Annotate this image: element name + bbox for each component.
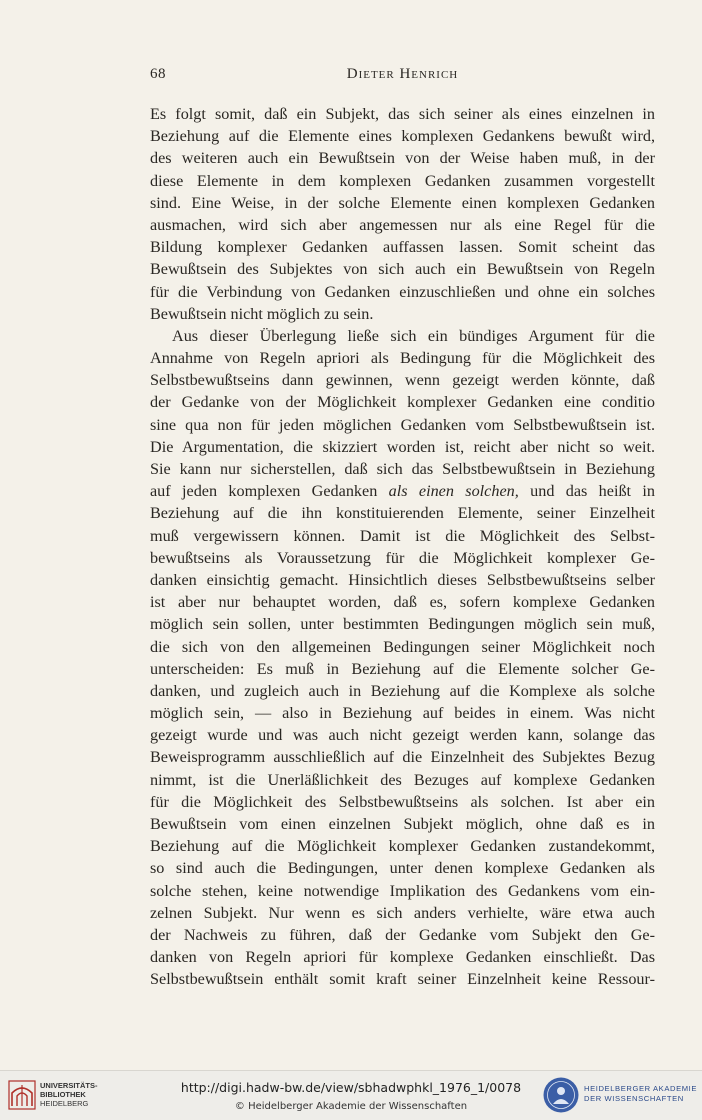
text-line: Beziehung auf die ihn konstituierenden Elemente, seiner Einzelheit: [150, 504, 655, 523]
text-line: Selbstbewußtsein enthält somit kraft seiner Einzelnheit keine Ressour-: [150, 970, 655, 989]
text-line: Es folgt somit, daß ein Subjekt, das sich seiner als eines einzelnen in: [150, 105, 655, 123]
text-line: zelnen Subjekt. Nur wenn es sich anders verhielte, wäre etwa auch: [150, 903, 655, 922]
text-line: Aus dieser Überlegung ließe sich ein bündiges Argument für die: [172, 326, 655, 345]
text-line: Selbstbewußtseins dann gewinnen, wenn gezeigt werden könnte, daß: [150, 371, 655, 390]
text-fragment: und das heißt in: [518, 482, 655, 501]
text-line: bewußtseins als Voraussetzung für die Möglichkeit komplexer Ge-: [150, 548, 655, 567]
text-line: Bewußtsein des Subjektes von sich auch ein Bewußtsein von Regeln: [150, 260, 655, 279]
text-line: Beziehung auf die Möglichkeit komplexer Gedanken zustandekommt,: [150, 837, 655, 856]
academy-name: [584, 1084, 697, 1104]
text-line: Die Argumentation, die skizziert worden ist, reicht aber nicht so weit.: [150, 437, 655, 456]
body-text: [150, 103, 655, 991]
text-line: für die Möglichkeit des Selbstbewußtseins als solchen. Ist aber ein: [150, 792, 655, 811]
text-line: solche stehen, keine notwendige Implikation des Gedankens vom ein-: [150, 881, 655, 900]
text-line: Bewußtsein nicht möglich zu sein.: [150, 304, 374, 323]
copyright-notice: © Heidelberger Akademie der Wissenschaften: [234, 1101, 468, 1112]
running-head: [150, 66, 655, 86]
library-line: HEIDELBERG: [40, 1099, 89, 1108]
italic-phrase: als einen solchen,: [388, 482, 519, 501]
text-line: danken, und zugleich auch in Beziehung auf die Komplexe als solche: [150, 681, 655, 700]
academy-seal-icon: [542, 1076, 580, 1114]
text-line: so sind auch die Bedingungen, unter denen komplexe Gedanken als: [150, 859, 655, 878]
text-line: Bildung komplexer Gedanken auffassen lassen. Somit scheint das: [150, 238, 655, 257]
text-line: ist aber nur behauptet worden, daß es, sofern komplexe Gedanken: [150, 593, 655, 612]
text-line: Annahme von Regeln apriori als Bedingung für die Möglichkeit des: [150, 349, 655, 368]
viewer-footer: [0, 1070, 702, 1120]
text-line: danken einsichtig gemacht. Hinsichtlich dieses Selbstbewußtseins selber: [150, 570, 655, 589]
text-line: gezeigt wurde und was auch nicht gezeigt werden kann, solange das: [150, 726, 655, 745]
library-line: BIBLIOTHEK: [40, 1090, 86, 1099]
text-line: der Nachweis zu führen, daß der Gedanke vom Subjekt den Ge-: [150, 925, 655, 944]
page-number: 68: [150, 66, 166, 82]
text-line: Beziehung auf die Elemente eines komplexen Gedankens bewußt wird,: [150, 127, 655, 146]
text-line: muß vergewissern können. Damit ist die Möglichkeit des Selbst-: [150, 526, 655, 545]
text-line: die sich von den allgemeinen Bedingungen seiner Möglichkeit noch: [150, 637, 655, 656]
text-fragment: auf jeden komplexen Gedanken: [150, 482, 389, 501]
text-line: Bewußtsein vom einen einzelnen Subjekt möglich, ohne daß es in: [150, 815, 655, 833]
text-line: sind. Eine Weise, in der solche Elemente einen komplexen Gedanken: [150, 193, 655, 212]
text-line: danken von Regeln apriori für komplexe Gedanken einschließt. Das: [150, 948, 655, 967]
text-line: möglich sein, — also in Beziehung auf beides in einem. Was nicht: [150, 704, 655, 723]
text-line: [150, 480, 655, 502]
text-line: des weiteren auch ein Bewußtsein von der Weise haben muß, in der: [150, 149, 655, 168]
academy-line: HEIDELBERGER AKADEMIE: [584, 1084, 698, 1093]
text-line: für die Verbindung von Gedanken einzuschließen und ohne ein solches: [150, 282, 655, 301]
library-line: UNIVERSITÄTS-: [40, 1081, 98, 1090]
text-line: Beweisprogramm ausschließlich auf die Einzelnheit des Subjektes Bezug: [150, 748, 655, 767]
text-line: sine qua non für jeden möglichen Gedanken vom Selbstbewußtsein ist.: [150, 415, 655, 434]
permalink-url[interactable]: http://digi.hadw-bw.de/view/sbhadwphkl_1976_1/0078: [180, 1080, 522, 1095]
text-line: ausmachen, wird sich aber angemessen nur als eine Regel für die: [150, 215, 655, 234]
text-line: Sie kann nur sicherstellen, daß sich das Selbstbewußtsein in Beziehung: [150, 460, 655, 478]
text-line: nimmt, ist die Unerläßlichkeit des Bezuges auf komplexe Gedanken: [150, 770, 655, 789]
text-line: diese Elemente in dem komplexen Gedanken zusammen vorgestellt: [150, 171, 655, 190]
academy-line: DER WISSENSCHAFTEN: [584, 1094, 684, 1103]
running-head-author: Dieter Henrich: [346, 66, 459, 82]
text-line: möglich sein sollen, unter bestimmten Bedingungen möglich sein muß,: [150, 615, 655, 634]
text-line: unterscheiden: Es muß in Beziehung auf die Elemente solcher Ge-: [150, 659, 655, 678]
text-line: der Gedanke von der Möglichkeit komplexer Gedanken eine conditio: [150, 393, 655, 412]
